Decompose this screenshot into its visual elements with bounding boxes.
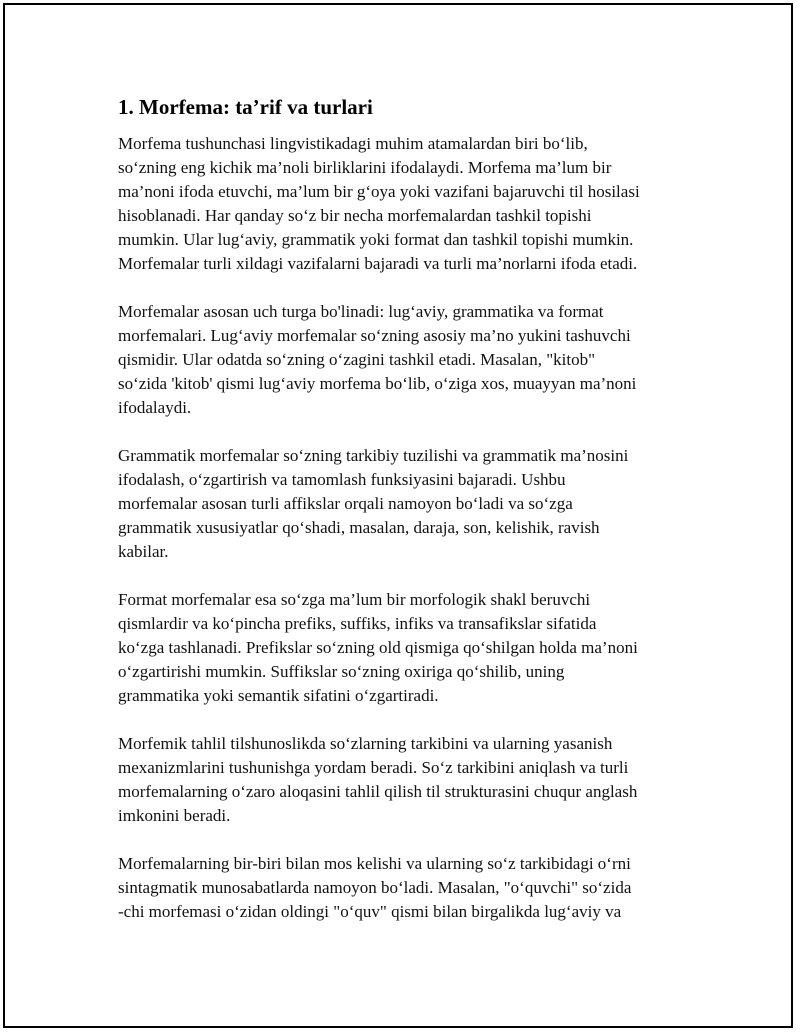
section-heading: 1. Morfema: ta’rif va turlari (118, 95, 373, 119)
paragraph-grammatical-morphemes: Grammatik morfemalar so‘zning tarkibiy tuzilishi va grammatik ma’nosini ifodalash, o‘zgartirish va tamomlash funksiyasini bajaradi. Ushbu morfemalar asosan turli affikslar orqali namoyon bo‘ladi va so‘zga grammatik xususiyatlar qo‘shadi, masalan, daraja, son, kelishik, ravish kabilar. (118, 446, 629, 561)
paragraph-morfema-types: Morfemalar asosan uch turga bo'linadi: lug‘aviy, grammatika va format morfemalari. Lug‘aviy morfemalar so‘zning asosiy ma’no yukini tashuvchi qismidir. Ular odatda so‘zning o‘zagini tashkil etadi. Masalan, "kitob" so‘zida 'kitob' qismi lug‘aviy morfema bo‘lib, o‘ziga xos, muayyan ma’noni ifodalaydi. (118, 302, 637, 417)
paragraph-morphemic-analysis: Morfemik tahlil tilshunoslikda so‘zlarning tarkibini va ularning yasanish mexanizmlarini tushunishga yordam beradi. So‘z tarkibini aniqlash va turli morfemalarning o‘zaro aloqasini tahlil qilish til strukturasini chuqur anglash imkonini beradi. (118, 734, 638, 825)
paragraph-syntagmatic-relations: Morfemalarning bir-biri bilan mos kelishi va ularning so‘z tarkibidagi o‘rni sintagmatik munosabatlarda namoyon bo‘ladi. Masalan, "o‘quvchi" so‘zida -chi morfemasi o‘zidan oldingi "o‘quv" qismi bilan birgalikda lug‘aviy va (118, 854, 632, 921)
document-body (118, 94, 698, 948)
paragraph-morfema-definition: Morfema tushunchasi lingvistikadagi muhim atamalardan biri bo‘lib, so‘zning eng kichik ma’noli birliklarini ifodalaydi. Morfema ma’lum bir ma’noni ifoda etuvchi, ma’lum bir g‘oya yoki vazifani bajaruvchi til hosilasi hisoblanadi. Har qanday so‘z bir necha morfemalardan tashkil topishi mumkin. Ular lug‘aviy, grammatik yoki format dan tashkil topishi mumkin. Morfemalar turli xildagi vazifalarni bajaradi va turli ma’norlarni ifoda etadi. (118, 134, 640, 273)
paragraph-format-morphemes: Format morfemalar esa so‘zga ma’lum bir morfologik shakl beruvchi qismlardir va ko‘pincha prefiks, suffiks, infiks va transafikslar sifatida ko‘zga tashlanadi. Prefikslar so‘zning old qismiga qo‘shilgan holda ma’noni o‘zgartirishi mumkin. Suffikslar so‘zning oxiriga qo‘shilib, uning grammatika yoki semantik sifatini o‘zgartiradi. (118, 590, 638, 705)
